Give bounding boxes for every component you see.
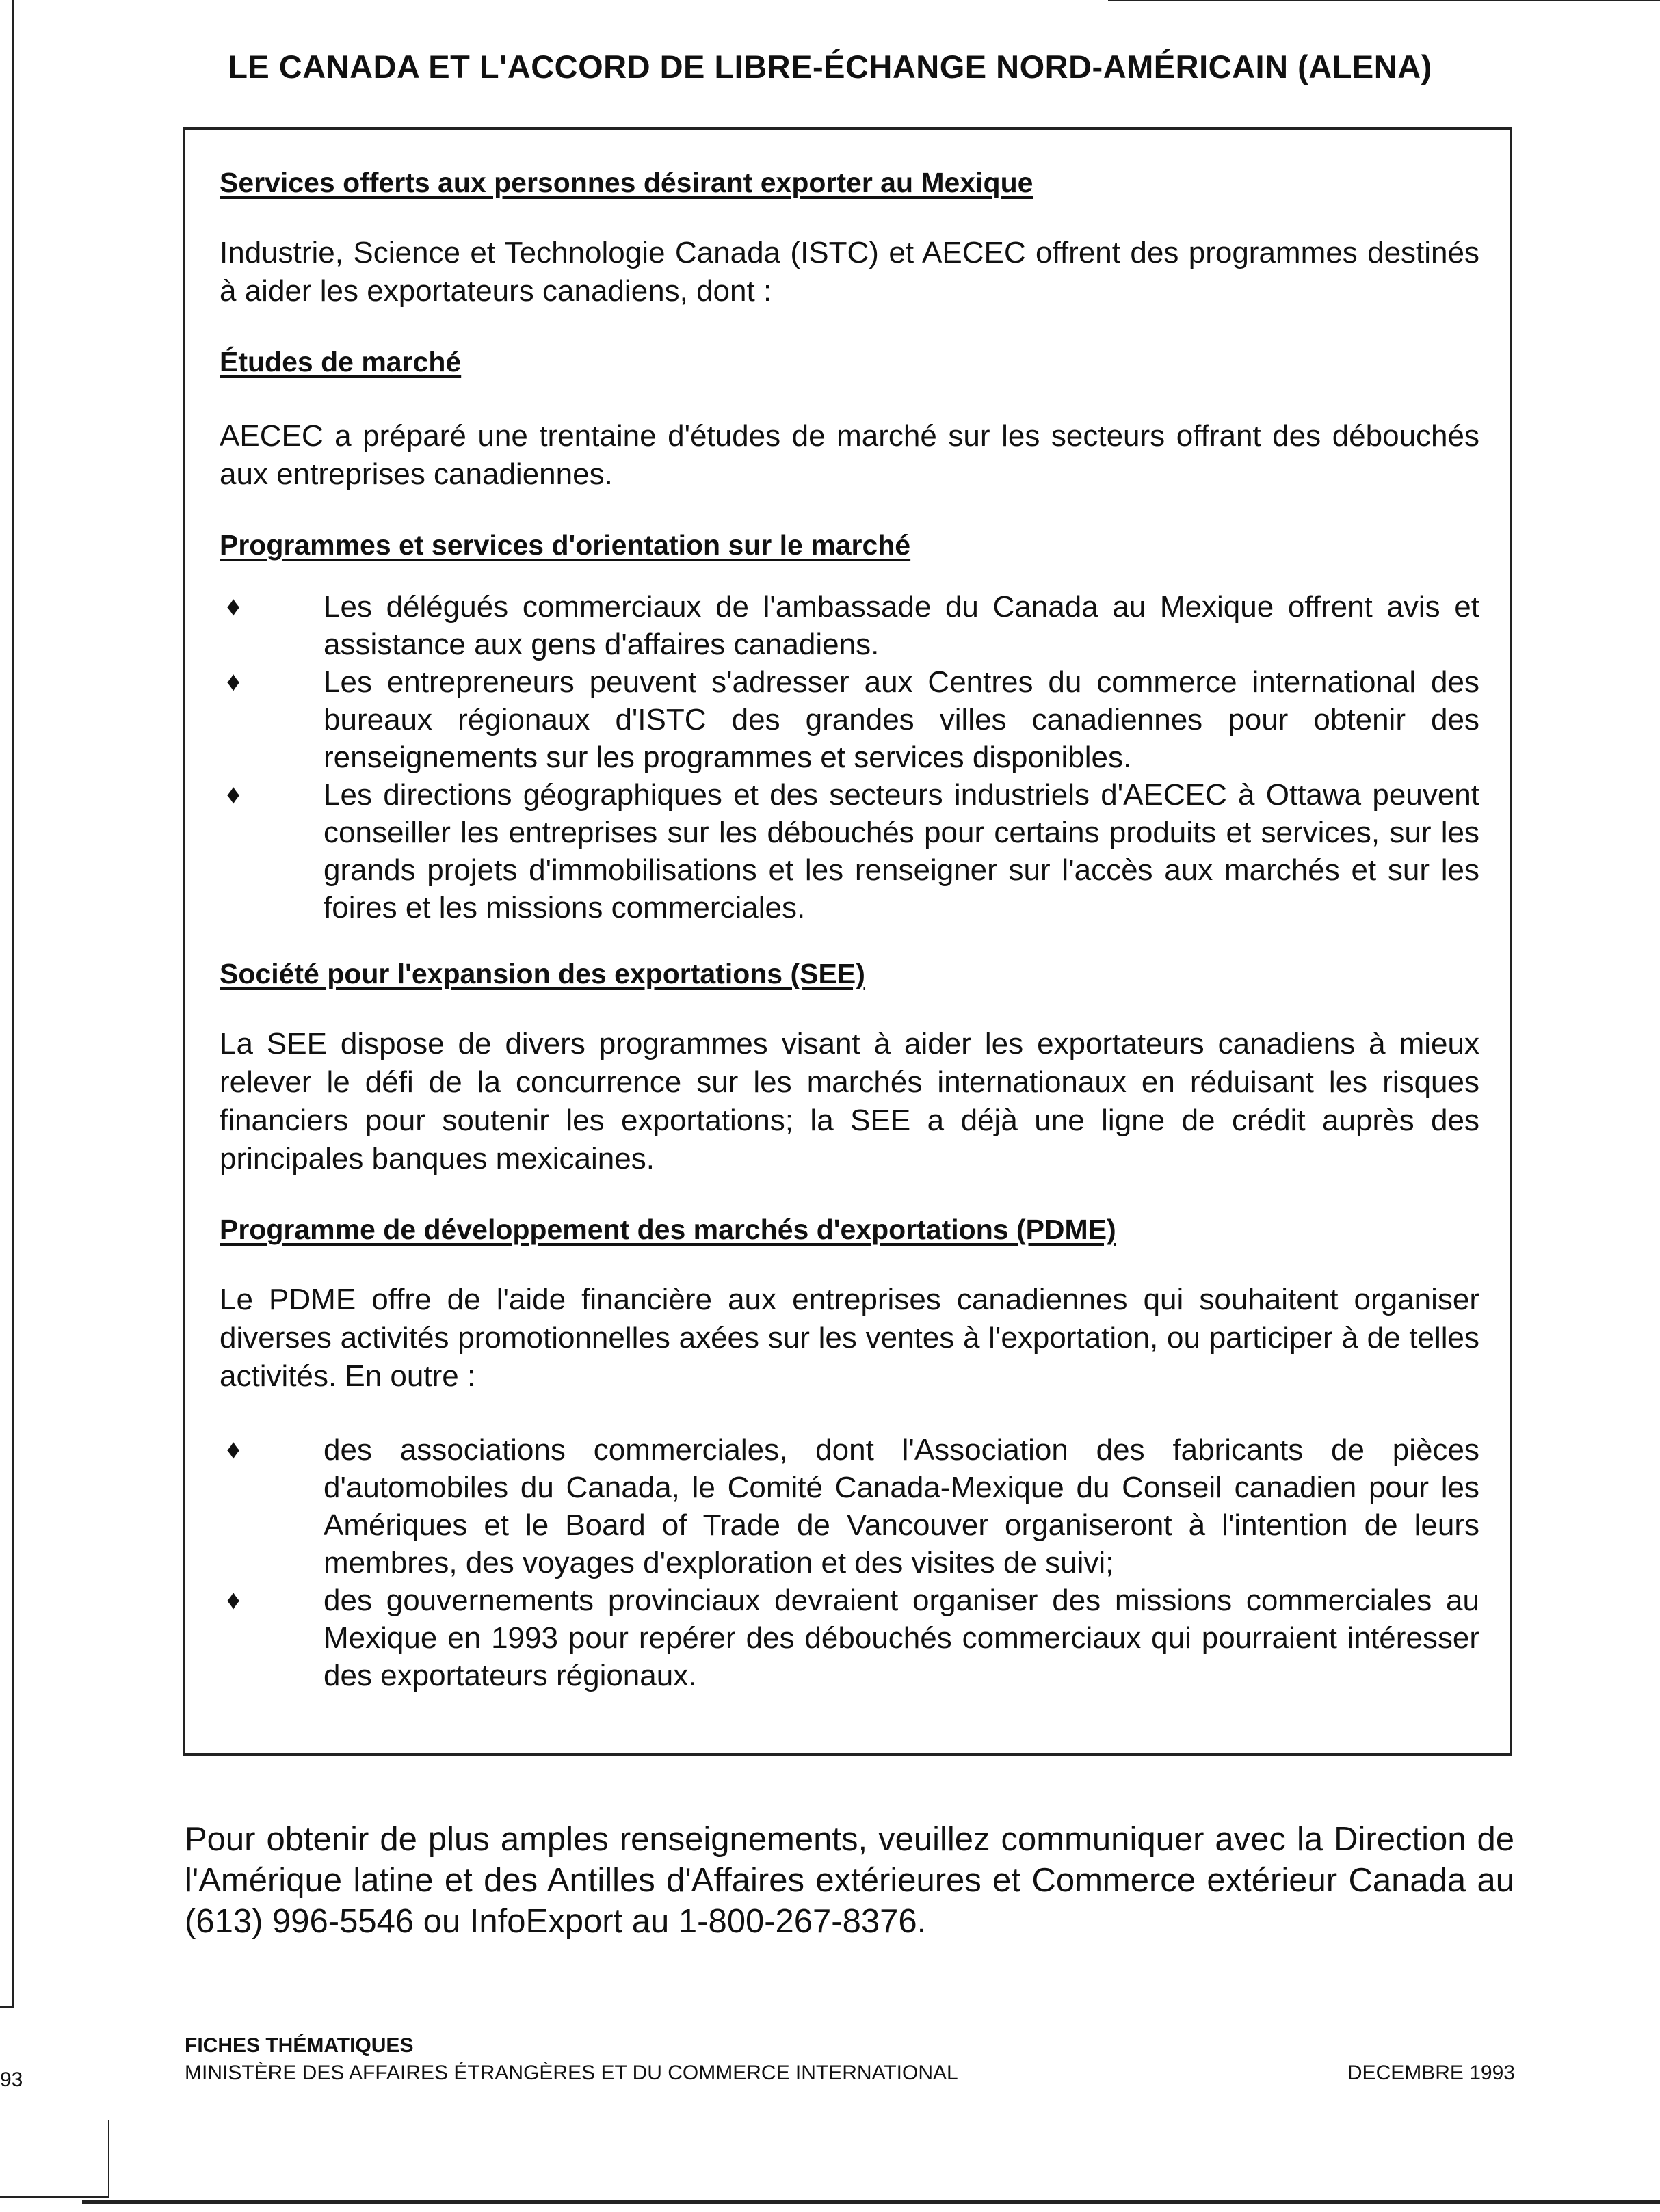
heading-see: Société pour l'expansion des exportations (SEE) <box>220 958 865 989</box>
page-title: LE CANADA ET L'ACCORD DE LIBRE-ÉCHANGE NORD-AMÉRICAIN (ALENA) <box>228 49 1432 85</box>
footer-series: FICHES THÉMATIQUES <box>185 2034 414 2057</box>
diamond-bullet-icon: ♦ <box>226 667 241 697</box>
services-box <box>183 127 1512 1756</box>
etudes-paragraph: AECEC a préparé une trentaine d'études de marché sur les secteurs offrant des débouchés aux entreprises canadiennes. <box>220 419 1479 491</box>
footer-date: DECEMBRE 1993 <box>1347 2062 1515 2084</box>
intro-paragraph: Industrie, Science et Technologie Canada (ISTC) et AECEC offrent des programmes destinés à aider les exportateurs canadiens, dont : <box>220 236 1479 308</box>
heading-pdme: Programme de développement des marchés d'exportations (PDME) <box>220 1214 1116 1245</box>
programmes-list <box>220 588 1479 927</box>
scan-edge-left <box>12 0 14 2007</box>
list-item: ♦ Les entrepreneurs peuvent s'adresser aux Centres du commerce international des bureaux régionaux d'ISTC des grandes villes canadiennes pour obtenir des renseignements sur les programmes et services disponibles. <box>220 663 1479 776</box>
services-box-content <box>220 163 1479 1694</box>
footer-ministry: MINISTÈRE DES AFFAIRES ÉTRANGÈRES ET DU COMMERCE INTERNATIONAL <box>185 2062 958 2084</box>
scan-edge-bottom-left <box>0 2196 109 2198</box>
diamond-bullet-icon: ♦ <box>226 591 241 622</box>
list-item: ♦ Les délégués commerciaux de l'ambassade du Canada au Mexique offrent avis et assistance aux gens d'affaires canadiens. <box>220 588 1479 663</box>
list-item: ♦ des associations commerciales, dont l'Association des fabricants de pièces d'automobiles du Canada, le Comité Canada-Mexique du Conseil canadien pour les Amériques et le Board of Trade de Vancouver organiseront à l'intention de leurs membres, des voyages d'exploration et des visites de suivi; <box>220 1431 1479 1582</box>
heading-services: Services offerts aux personnes désirant exporter au Mexique <box>220 167 1033 198</box>
pdme-list <box>220 1431 1479 1694</box>
margin-page-number: 93 <box>0 2068 23 2091</box>
diamond-bullet-icon: ♦ <box>226 1585 241 1615</box>
scan-edge-left-foot <box>0 2006 14 2008</box>
scan-edge-bottom <box>82 2200 1660 2204</box>
pdme-paragraph: Le PDME offre de l'aide financière aux entreprises canadiennes qui souhaitent organiser diverses activités promotionnelles axées sur les ventes à l'exportation, ou participer à de telles activités. En outre : <box>220 1283 1479 1393</box>
diamond-bullet-icon: ♦ <box>226 779 241 810</box>
see-paragraph: La SEE dispose de divers programmes visant à aider les exportateurs canadiens à mieux relever le défi de la concurrence sur les marchés internationaux en réduisant les risques financiers pour soutenir les exportations; la SEE a déjà une ligne de crédit auprès des principales banques mexicaines. <box>220 1027 1479 1175</box>
list-item: ♦ des gouvernements provinciaux devraient organiser des missions commerciales au Mexique en 1993 pour repérer des débouchés commerciaux qui pourraient intéresser des exportateurs régionaux. <box>220 1582 1479 1694</box>
diamond-bullet-icon: ♦ <box>226 1435 241 1465</box>
heading-programmes: Programmes et services d'orientation sur le marché <box>220 529 911 561</box>
heading-etudes: Études de marché <box>220 346 462 377</box>
list-item: ♦ Les directions géographiques et des secteurs industriels d'AECEC à Ottawa peuvent conseiller les entreprises sur les débouchés pour certains produits et services, sur les grands projets d'immobilisations et les renseigner sur l'accès aux marchés et sur les foires et les missions commerciales. <box>220 776 1479 927</box>
scan-edge-top <box>1108 0 1660 1</box>
scan-mark <box>108 2120 109 2196</box>
contact-paragraph: Pour obtenir de plus amples renseignements, veuillez communiquer avec la Direction de l'Amérique latine et des Antilles d'Affaires extérieures et Commerce extérieur Canada au (613) 996-5546 ou InfoExport au 1-800-267-8376. <box>185 1821 1514 1940</box>
